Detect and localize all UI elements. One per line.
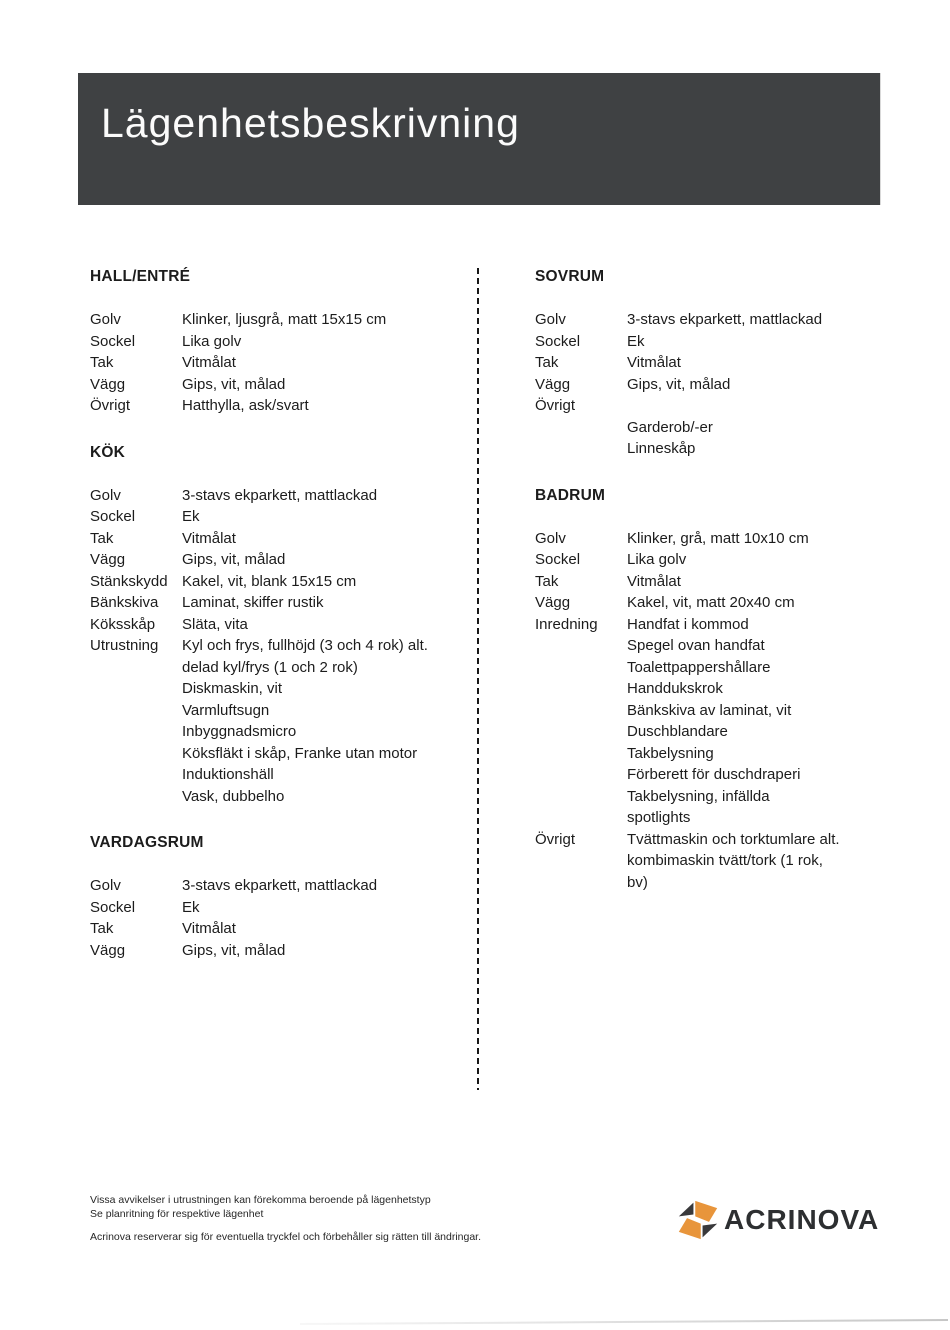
spec-label [535, 657, 627, 679]
scan-artifact-line [300, 1319, 948, 1325]
spec-label [90, 764, 182, 786]
spec-value: Handdukskrok [627, 680, 723, 697]
spec-row [90, 918, 475, 940]
spec-value: Spegel ovan handfat [627, 637, 765, 654]
spec-label: Golv [90, 311, 121, 328]
spec-row [535, 635, 935, 657]
spec-row [535, 417, 935, 439]
spec-value: Gips, vit, målad [182, 375, 286, 393]
spec-label [90, 657, 182, 679]
spec-value: Kakel, vit, matt 20x40 cm [627, 594, 795, 611]
spec-row [90, 940, 475, 962]
spec-value: Klinker, grå, matt 10x10 cm [627, 529, 809, 547]
spec-row [90, 678, 475, 700]
spec-value: Diskmaskin, vit [182, 680, 283, 697]
spec-label: Bänkskiva [90, 594, 159, 611]
spec-value: Vitmålat [627, 354, 681, 371]
spec-row [90, 549, 475, 571]
spec-row [90, 657, 475, 679]
section-heading: VARDAGSRUM [90, 834, 204, 851]
room-section [90, 268, 475, 417]
spec-value: Vitmålat [182, 529, 236, 547]
spec-label [535, 786, 627, 808]
spec-row [90, 743, 475, 765]
page-title: Lägenhetsbeskrivning [101, 100, 520, 146]
spec-value: Varmluftsugn [182, 701, 270, 719]
room-section [90, 834, 475, 961]
spec-value: Lika golv [627, 551, 687, 568]
spec-label: Golv [90, 486, 121, 504]
spec-value: 3-stavs ekparkett, mattlackad [627, 311, 823, 328]
spec-row [90, 721, 475, 743]
spec-value: Handfat i kommod [627, 615, 749, 633]
acrinova-wordmark: ACRINOVA [724, 1204, 880, 1235]
spec-value: spotlights [627, 809, 691, 826]
spec-value: Ek [627, 332, 645, 350]
room-section [535, 268, 935, 460]
spec-row [535, 614, 935, 636]
spec-label [535, 417, 627, 439]
spec-label: Tak [535, 354, 559, 371]
spec-value: Laminat, skiffer rustik [182, 594, 324, 611]
spec-label: Köksskåp [90, 615, 156, 633]
spec-value: Tvättmaskin och torktumlare alt. [627, 830, 840, 848]
spec-value: Förberett för duschdraperi [627, 766, 801, 783]
spec-label [535, 635, 627, 657]
section-heading: HALL/ENTRÉ [90, 268, 191, 285]
spec-row [535, 352, 935, 374]
spec-label: Övrigt [535, 830, 576, 848]
spec-label: Golv [90, 877, 121, 894]
spec-row [535, 721, 935, 743]
spec-row [90, 528, 475, 550]
spec-label: Inredning [535, 615, 598, 633]
spec-row [90, 571, 475, 593]
spec-value: 3-stavs ekparkett, mattlackad [182, 877, 378, 894]
spec-value: Inbyggnadsmicro [182, 723, 297, 740]
spec-value: Ek [182, 898, 200, 916]
spec-label: Sockel [535, 551, 581, 568]
spec-row [535, 528, 935, 550]
spec-value: Vitmålat [182, 354, 236, 371]
spec-label: Övrigt [90, 397, 131, 414]
spec-value: Ek [182, 508, 200, 525]
spec-row [535, 395, 935, 417]
spec-label [535, 872, 627, 894]
spec-value: Kyl och frys, fullhöjd (3 och 4 rok) alt. [182, 637, 428, 654]
footer-note-line1: Vissa avvikelser i utrustningen kan förekomma beroende på lägenhetstyp [90, 1194, 431, 1206]
spec-value: Hatthylla, ask/svart [182, 397, 309, 414]
left-column [90, 268, 475, 988]
spec-value: Linneskåp [627, 440, 696, 457]
spec-value: Takbelysning [627, 744, 714, 762]
spec-row [90, 374, 475, 396]
footer-disclaimer: Acrinova reserverar sig för eventuella tryckfel och förbehåller sig rätten till ändringar. [90, 1231, 482, 1243]
spec-label: Sockel [535, 332, 581, 350]
spec-label [90, 678, 182, 700]
spec-row [90, 352, 475, 374]
spec-label [535, 678, 627, 700]
spec-label: Vägg [90, 551, 126, 568]
spec-value: Vask, dubbelho [182, 787, 285, 805]
spec-row [535, 374, 935, 396]
spec-label: Golv [535, 529, 566, 547]
spec-label: Övrigt [535, 397, 576, 414]
spec-row [90, 309, 475, 331]
spec-row [535, 850, 935, 872]
spec-row [90, 331, 475, 353]
spec-label: Vägg [90, 941, 126, 959]
spec-row [90, 875, 475, 897]
spec-row [535, 309, 935, 331]
spec-row [90, 786, 475, 808]
spec-label [90, 786, 182, 808]
spec-value: Släta, vita [182, 615, 248, 633]
section-heading: BADRUM [535, 486, 606, 504]
spec-value: Vitmålat [182, 920, 236, 937]
spec-label [535, 438, 627, 460]
column-divider-dashed-line [477, 268, 479, 1090]
spec-label: Utrustning [90, 637, 159, 654]
section-heading: KÖK [90, 443, 126, 461]
spec-row [535, 764, 935, 786]
spec-label [535, 850, 627, 872]
spec-row [535, 872, 935, 894]
title-banner [78, 73, 881, 205]
spec-label: Vägg [90, 375, 126, 393]
spec-value: Bänkskiva av laminat, vit [627, 701, 792, 719]
spec-row [90, 395, 475, 417]
spec-row [535, 807, 935, 829]
spec-value: Toalettpappershållare [627, 658, 771, 676]
room-section [535, 487, 935, 894]
spec-value: Lika golv [182, 332, 242, 350]
right-column [535, 268, 935, 920]
spec-row [90, 897, 475, 919]
spec-row [535, 571, 935, 593]
spec-label [90, 743, 182, 765]
spec-row [535, 786, 935, 808]
spec-label: Stänkskydd [90, 572, 168, 590]
spec-label: Sockel [90, 898, 136, 916]
spec-row [535, 549, 935, 571]
room-section [90, 444, 475, 808]
spec-label [535, 807, 627, 829]
spec-value: Kakel, vit, blank 15x15 cm [182, 572, 357, 590]
acrinova-logo-icon [676, 1199, 720, 1241]
spec-row [90, 764, 475, 786]
spec-row [535, 743, 935, 765]
spec-row [90, 614, 475, 636]
spec-value: Klinker, ljusgrå, matt 15x15 cm [182, 311, 387, 328]
spec-row [535, 829, 935, 851]
spec-value [627, 395, 935, 417]
spec-row [535, 657, 935, 679]
spec-label: Tak [535, 572, 559, 590]
spec-label: Vägg [535, 594, 571, 611]
footer-note-line2: Se planritning för respektive lägenhet [90, 1207, 264, 1220]
spec-value: Takbelysning, infällda [627, 787, 770, 805]
spec-row [90, 700, 475, 722]
spec-label: Tak [90, 354, 114, 371]
spec-value: Induktionshäll [182, 766, 274, 783]
spec-value: delad kyl/frys (1 och 2 rok) [182, 658, 358, 676]
spec-row [535, 700, 935, 722]
spec-label: Tak [90, 920, 114, 937]
spec-value: Köksfläkt i skåp, Franke utan motor [182, 744, 418, 762]
spec-row [90, 506, 475, 528]
spec-value: Garderob/-er [627, 418, 713, 436]
spec-label [535, 721, 627, 743]
spec-value: Gips, vit, målad [182, 941, 286, 959]
spec-value: Vitmålat [627, 572, 681, 590]
spec-value: Duschblandare [627, 723, 728, 740]
spec-row [535, 331, 935, 353]
spec-label: Vägg [535, 375, 571, 393]
spec-label [90, 700, 182, 722]
spec-row [90, 635, 475, 657]
spec-label: Tak [90, 529, 114, 547]
spec-row [535, 592, 935, 614]
spec-row [90, 485, 475, 507]
spec-label [535, 700, 627, 722]
spec-label: Sockel [90, 508, 136, 525]
spec-label [90, 721, 182, 743]
spec-label [535, 764, 627, 786]
spec-label: Sockel [90, 332, 136, 350]
section-heading: SOVRUM [535, 268, 605, 285]
spec-value: bv) [627, 873, 648, 891]
spec-value: kombimaskin tvätt/tork (1 rok, [627, 852, 823, 869]
spec-value: Gips, vit, målad [627, 375, 731, 393]
acrinova-logo [676, 1199, 879, 1241]
spec-label: Golv [535, 311, 566, 328]
spec-value: 3-stavs ekparkett, mattlackad [182, 486, 378, 504]
spec-row [535, 678, 935, 700]
spec-row [90, 592, 475, 614]
spec-value: Gips, vit, målad [182, 551, 286, 568]
spec-label [535, 743, 627, 765]
footer-notes [90, 1194, 481, 1245]
spec-row [535, 438, 935, 460]
